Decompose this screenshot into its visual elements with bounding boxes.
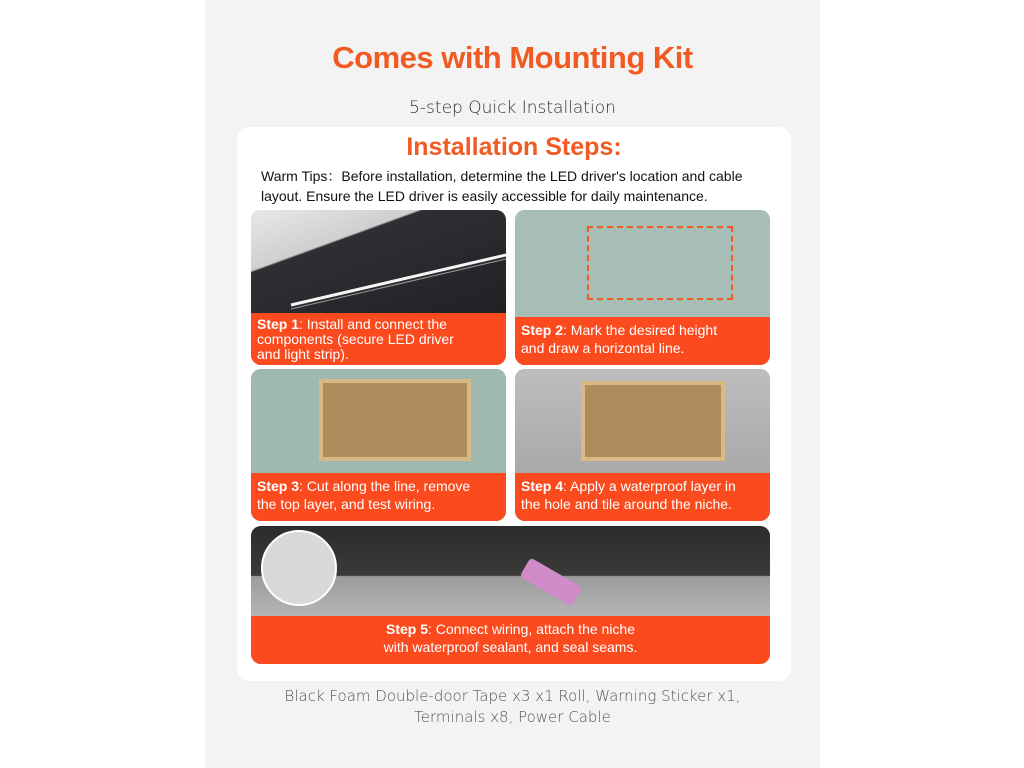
- light-strip-graphic: [251, 210, 506, 320]
- step-1-text-b: components (secure LED driver: [257, 331, 454, 347]
- step-1-banner: [251, 313, 506, 365]
- step-4-banner: [515, 473, 770, 521]
- warm-tips-line-2: layout. Ensure the LED driver is easily accessible for daily maintenance.: [261, 188, 708, 204]
- warm-tips: [261, 166, 771, 206]
- step-2-card: [515, 210, 770, 365]
- step-3-card: [251, 369, 506, 521]
- step-3-label: Step 3: [257, 478, 300, 494]
- step-3-photo: [251, 369, 506, 473]
- page-title: Comes with Mounting Kit: [332, 40, 693, 75]
- step-5-photo: [251, 526, 770, 616]
- step-4-text-b: the hole and tile around the niche.: [521, 496, 732, 512]
- step-5-label: Step 5: [385, 621, 428, 637]
- kit-contents-line-1: Black Foam Double-door Tape x3 x1 Roll, Warning Sticker x1,: [284, 687, 741, 705]
- step-3-banner: [251, 473, 506, 521]
- step-1-text-c: and light strip).: [257, 346, 349, 362]
- cut-hole-graphic: [319, 379, 471, 461]
- step-1-text-a: : Install and connect the: [299, 316, 447, 332]
- step-4-card: [515, 369, 770, 521]
- step-2-photo: [515, 210, 770, 320]
- step-1-photo: [251, 210, 506, 320]
- dashed-mark-outline: [587, 226, 733, 300]
- step-4-text-a: : Apply a waterproof layer in: [563, 478, 736, 494]
- step-2-text-b: and draw a horizontal line.: [521, 340, 685, 356]
- step-4-photo: [515, 369, 770, 473]
- step-1-label: Step 1: [257, 316, 300, 332]
- installation-title: Installation Steps:: [406, 133, 622, 161]
- tiled-niche-graphic: [581, 381, 725, 461]
- step-2-banner: [515, 317, 770, 365]
- sealant-tube: [520, 557, 583, 606]
- warm-tips-line-1: Warm Tips：Before installation, determine the LED driver's location and cable: [261, 168, 743, 184]
- step-1-card: [251, 210, 506, 365]
- step-2-label: Step 2: [521, 322, 564, 338]
- step-5-banner: [251, 616, 770, 664]
- step-2-text-a: : Mark the desired height: [563, 322, 718, 338]
- kit-contents: [205, 686, 820, 728]
- step-5-text-b: with waterproof sealant, and seal seams.: [383, 639, 638, 655]
- wiring-inset: [261, 530, 337, 606]
- step-5-card: [251, 526, 770, 664]
- step-3-text-b: the top layer, and test wiring.: [257, 496, 436, 512]
- kit-contents-line-2: Terminals x8, Power Cable: [414, 708, 611, 726]
- step-5-text-a: : Connect wiring, attach the niche: [428, 621, 636, 637]
- step-4-label: Step 4: [521, 478, 564, 494]
- page-subtitle: 5-step Quick Installation: [409, 98, 616, 118]
- step-3-text-a: : Cut along the line, remove: [299, 478, 471, 494]
